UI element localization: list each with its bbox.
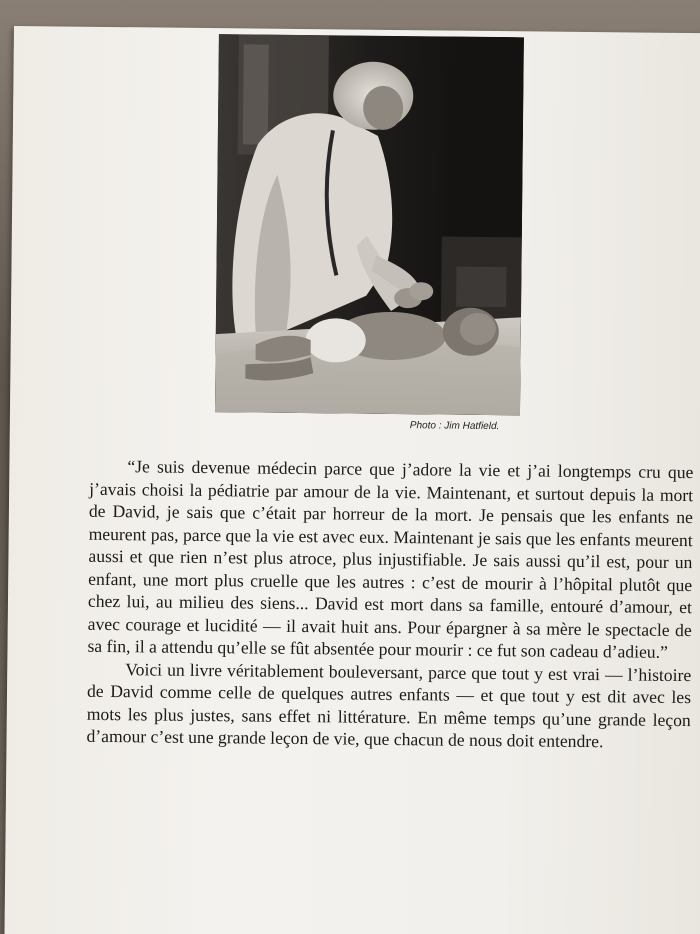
description-paragraph: Voici un livre véritablement bouleversant, parce que tout y est vrai — l’histoire de David comme celle de quelques autres enfants — et que tout y est dit avec les mots les plus justes, sans effet ni littérature. En même temps qu’une grande leçon d’amour c’est une grande leçon de vie, que chacun de nous doit entendre. [86, 658, 692, 752]
photo-illustration [215, 34, 524, 415]
quote-paragraph: “Je suis devenue médecin parce que j’adore la vie et j’ai longtemps cru que j’avais choisi la pédiatrie par amour de la vie. Maintenant, et surtout depuis la mort de David, je sais que c’était par horreur de la mort. Je pensais que les enfants ne meurent pas, parce que la vie est avec eux. Maintenant je sais que les enfants meurent aussi et que rien n’est plus atroce, plus injustifiable. Je sais aussi qu’il est, pour un enfant, une mort plus cruelle que les autres : c’est de mourir à l’hôpital plutôt que chez lui, au milieu des siens... David est mort dans sa famille, entouré d’amour, et avec courage et lucidité — il avait huit ans. Pour épargner à sa mère le spectacle de sa fin, il a attendu qu’elle se fût absentée pour mourir : ce fut son cadeau d’adieu.” [87, 456, 694, 662]
book-page [4, 26, 700, 934]
doctor-with-baby-photo [215, 34, 524, 415]
back-cover-text [86, 455, 693, 754]
photo-credit: Photo : Jim Hatfield. [409, 420, 500, 433]
